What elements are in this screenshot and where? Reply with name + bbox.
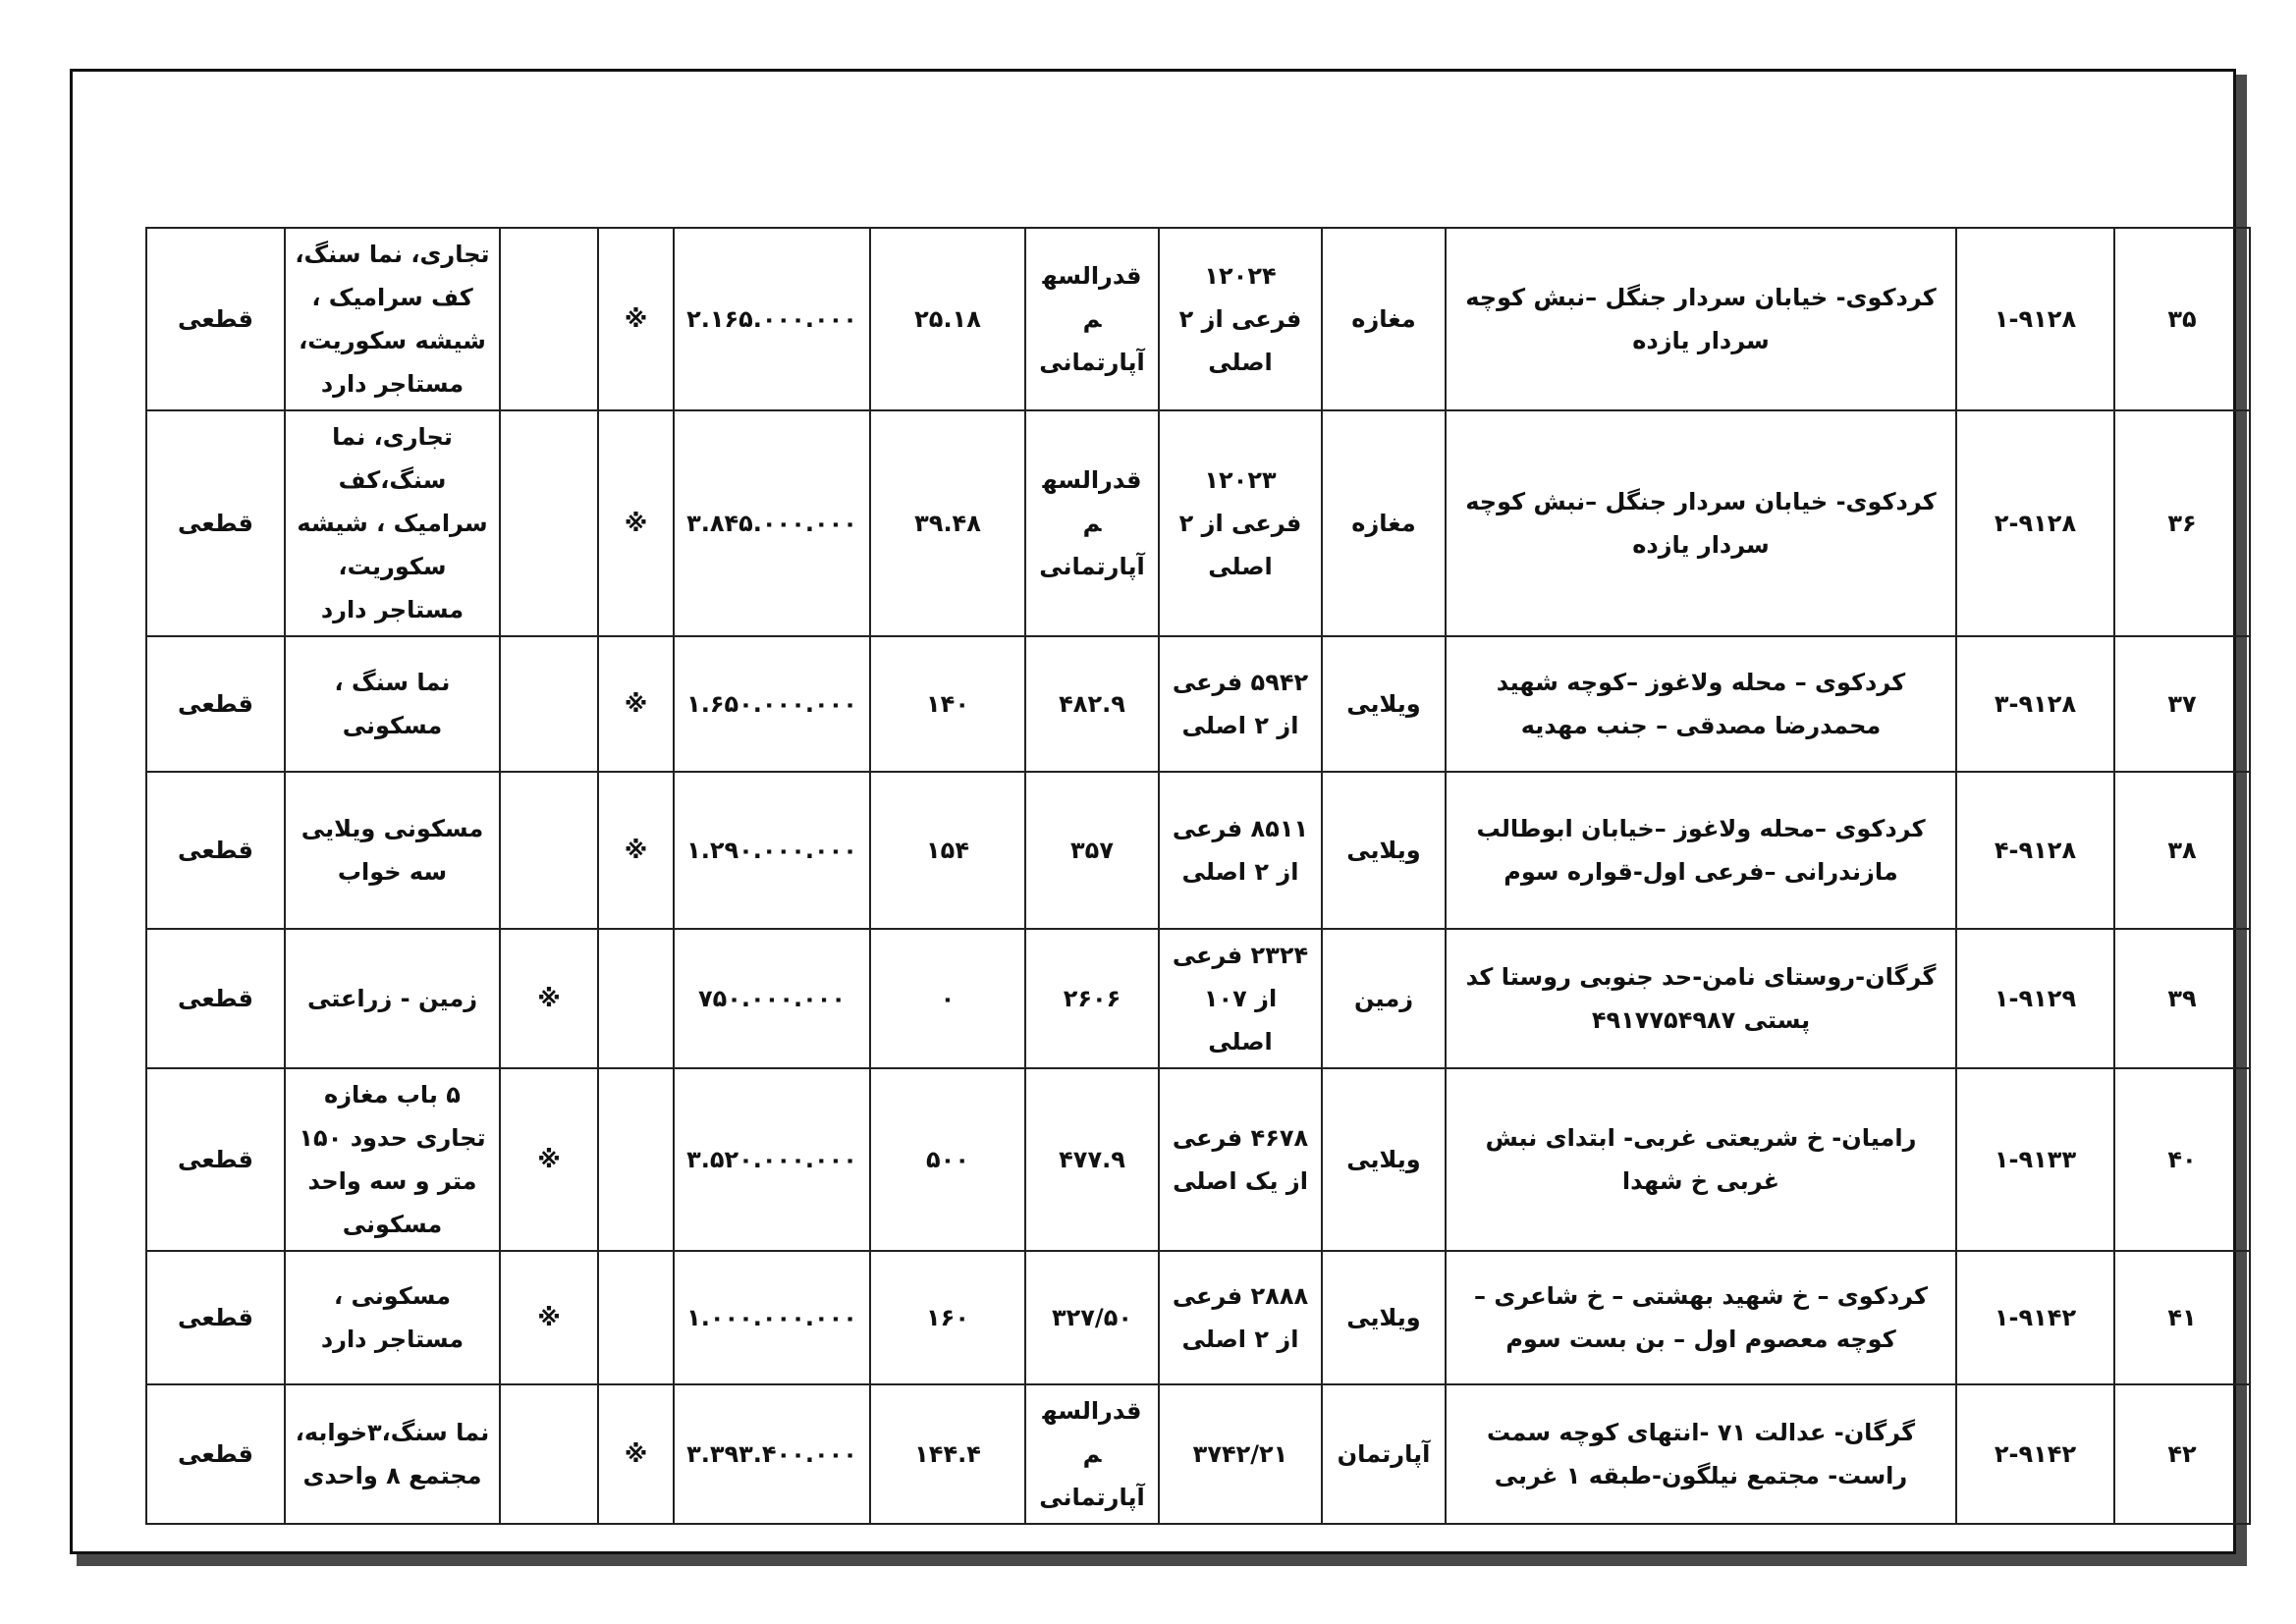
row-number: ۳۵: [2114, 228, 2250, 410]
status: قطعی: [146, 636, 285, 772]
star-mark: ※: [598, 1384, 674, 1524]
plate-number: ۲-۹۱۴۲: [1956, 1384, 2114, 1524]
table-row: [146, 1068, 2250, 1251]
star-mark: [500, 1384, 598, 1524]
building-area: ۳۹.۴۸: [870, 410, 1025, 636]
description: نما سنگ،۳خوابه، مجتمع ۸ واحدی: [285, 1384, 500, 1524]
land-area: ۳۵۷: [1025, 772, 1159, 929]
row-number: ۴۰: [2114, 1068, 2250, 1251]
property-use: مغازه: [1322, 228, 1446, 410]
star-mark: [598, 1251, 674, 1384]
plate-number: ۱-۹۱۴۲: [1956, 1251, 2114, 1384]
row-number: ۳۸: [2114, 772, 2250, 929]
description: ۵ باب مغازه تجاری حدود ۱۵۰ متر و سه واحد مسکونی: [285, 1068, 500, 1251]
property-use: مغازه: [1322, 410, 1446, 636]
table-row: [146, 636, 2250, 772]
description: نما سنگ ، مسکونی: [285, 636, 500, 772]
property-use: ویلایی: [1322, 1251, 1446, 1384]
address: کردکوی – محله ولاغوز –کوچه شهید محمدرضا مصدقی – جنب مهدیه: [1446, 636, 1956, 772]
address: گرگان- عدالت ۷۱ -انتهای کوچه سمت راست- مجتمع نیلگون-طبقه ۱ غربی: [1446, 1384, 1956, 1524]
description: مسکونی ، مستاجر دارد: [285, 1251, 500, 1384]
star-mark: [598, 929, 674, 1068]
table-row: [146, 410, 2250, 636]
plate-number: ۱-۹۱۳۳: [1956, 1068, 2114, 1251]
star-mark: ※: [598, 772, 674, 929]
base-price: ۷۵۰.۰۰۰.۰۰۰: [674, 929, 870, 1068]
description: تجاری، نما سنگ،کف سرامیک ، شیشه سکوریت، مستاجر دارد: [285, 410, 500, 636]
row-number: ۳۹: [2114, 929, 2250, 1068]
star-mark: [500, 228, 598, 410]
building-area: ۲۵.۱۸: [870, 228, 1025, 410]
base-price: ۱.۲۹۰.۰۰۰.۰۰۰: [674, 772, 870, 929]
property-table: [145, 227, 2251, 1525]
status: قطعی: [146, 772, 285, 929]
table-row: [146, 1384, 2250, 1524]
description: زمین - زراعتی: [285, 929, 500, 1068]
building-area: ۱۴۰: [870, 636, 1025, 772]
table-row: [146, 929, 2250, 1068]
building-area: ۱۴۴.۴: [870, 1384, 1025, 1524]
status: قطعی: [146, 410, 285, 636]
base-price: ۲.۱۶۵.۰۰۰.۰۰۰: [674, 228, 870, 410]
base-price: ۱.۶۵۰.۰۰۰.۰۰۰: [674, 636, 870, 772]
description: تجاری، نما سنگ، کف سرامیک ، شیشه سکوریت، مستاجر دارد: [285, 228, 500, 410]
star-mark: [500, 636, 598, 772]
plate-number: ۴-۹۱۲۸: [1956, 772, 2114, 929]
property-table-body: [146, 228, 2250, 1524]
row-number: ۳۷: [2114, 636, 2250, 772]
registration-number: ۴۶۷۸ فرعی از یک اصلی: [1159, 1068, 1322, 1251]
row-number: ۴۲: [2114, 1384, 2250, 1524]
land-area: ۴۸۲.۹: [1025, 636, 1159, 772]
star-mark: ※: [598, 228, 674, 410]
star-mark: ※: [500, 1068, 598, 1251]
address: کردکوی- خیابان سردار جنگل –نبش کوچه سردار یازده: [1446, 410, 1956, 636]
plate-number: ۱-۹۱۲۸: [1956, 228, 2114, 410]
base-price: ۳.۸۴۵.۰۰۰.۰۰۰: [674, 410, 870, 636]
plate-number: ۱-۹۱۲۹: [1956, 929, 2114, 1068]
land-area: قدرالسهم آپارتمانی: [1025, 1384, 1159, 1524]
base-price: ۳.۵۲۰.۰۰۰.۰۰۰: [674, 1068, 870, 1251]
address: رامیان- خ شریعتی غربی- ابتدای نبش غربی خ شهدا: [1446, 1068, 1956, 1251]
star-mark: ※: [500, 1251, 598, 1384]
status: قطعی: [146, 1251, 285, 1384]
base-price: ۳.۳۹۳.۴۰۰.۰۰۰: [674, 1384, 870, 1524]
property-use: ویلایی: [1322, 772, 1446, 929]
row-number: ۴۱: [2114, 1251, 2250, 1384]
star-mark: [598, 1068, 674, 1251]
page-frame: [70, 69, 2236, 1554]
table-row: [146, 228, 2250, 410]
registration-number: ۱۲۰۲۳ فرعی از ۲ اصلی: [1159, 410, 1322, 636]
property-use: زمین: [1322, 929, 1446, 1068]
star-mark: ※: [500, 929, 598, 1068]
address: گرگان-روستای نامن-حد جنوبی روستا کد پستی ۴۹۱۷۷۵۴۹۸۷: [1446, 929, 1956, 1068]
table-row: [146, 1251, 2250, 1384]
land-area: ۲۶۰۶: [1025, 929, 1159, 1068]
status: قطعی: [146, 1068, 285, 1251]
star-mark: ※: [598, 636, 674, 772]
row-number: ۳۶: [2114, 410, 2250, 636]
property-use: ویلایی: [1322, 1068, 1446, 1251]
plate-number: ۳-۹۱۲۸: [1956, 636, 2114, 772]
land-area: قدرالسهم آپارتمانی: [1025, 228, 1159, 410]
property-use: ویلایی: [1322, 636, 1446, 772]
star-mark: [500, 410, 598, 636]
description: مسکونی ویلایی سه خواب: [285, 772, 500, 929]
registration-number: ۸۵۱۱ فرعی از ۲ اصلی: [1159, 772, 1322, 929]
building-area: ۱۶۰: [870, 1251, 1025, 1384]
registration-number: ۳۷۴۲/۲۱: [1159, 1384, 1322, 1524]
table-row: [146, 772, 2250, 929]
address: کردکوی –محله ولاغوز –خیابان ابوطالب مازندرانی –فرعی اول-قواره سوم: [1446, 772, 1956, 929]
status: قطعی: [146, 1384, 285, 1524]
base-price: ۱.۰۰۰.۰۰۰.۰۰۰: [674, 1251, 870, 1384]
address: کردکوی- خیابان سردار جنگل –نبش کوچه سردار یازده: [1446, 228, 1956, 410]
plate-number: ۲-۹۱۲۸: [1956, 410, 2114, 636]
address: کردکوی – خ شهید بهشتی – خ شاعری –کوچه معصوم اول – بن بست سوم: [1446, 1251, 1956, 1384]
building-area: ۵۰۰: [870, 1068, 1025, 1251]
registration-number: ۱۲۰۲۴ فرعی از ۲ اصلی: [1159, 228, 1322, 410]
status: قطعی: [146, 929, 285, 1068]
star-mark: [500, 772, 598, 929]
land-area: قدرالسهم آپارتمانی: [1025, 410, 1159, 636]
status: قطعی: [146, 228, 285, 410]
registration-number: ۲۳۲۴ فرعی از ۱۰۷ اصلی: [1159, 929, 1322, 1068]
land-area: ۳۲۷/۵۰: [1025, 1251, 1159, 1384]
star-mark: ※: [598, 410, 674, 636]
building-area: ۰: [870, 929, 1025, 1068]
building-area: ۱۵۴: [870, 772, 1025, 929]
registration-number: ۲۸۸۸ فرعی از ۲ اصلی: [1159, 1251, 1322, 1384]
land-area: ۴۷۷.۹: [1025, 1068, 1159, 1251]
property-use: آپارتمان: [1322, 1384, 1446, 1524]
registration-number: ۵۹۴۲ فرعی از ۲ اصلی: [1159, 636, 1322, 772]
